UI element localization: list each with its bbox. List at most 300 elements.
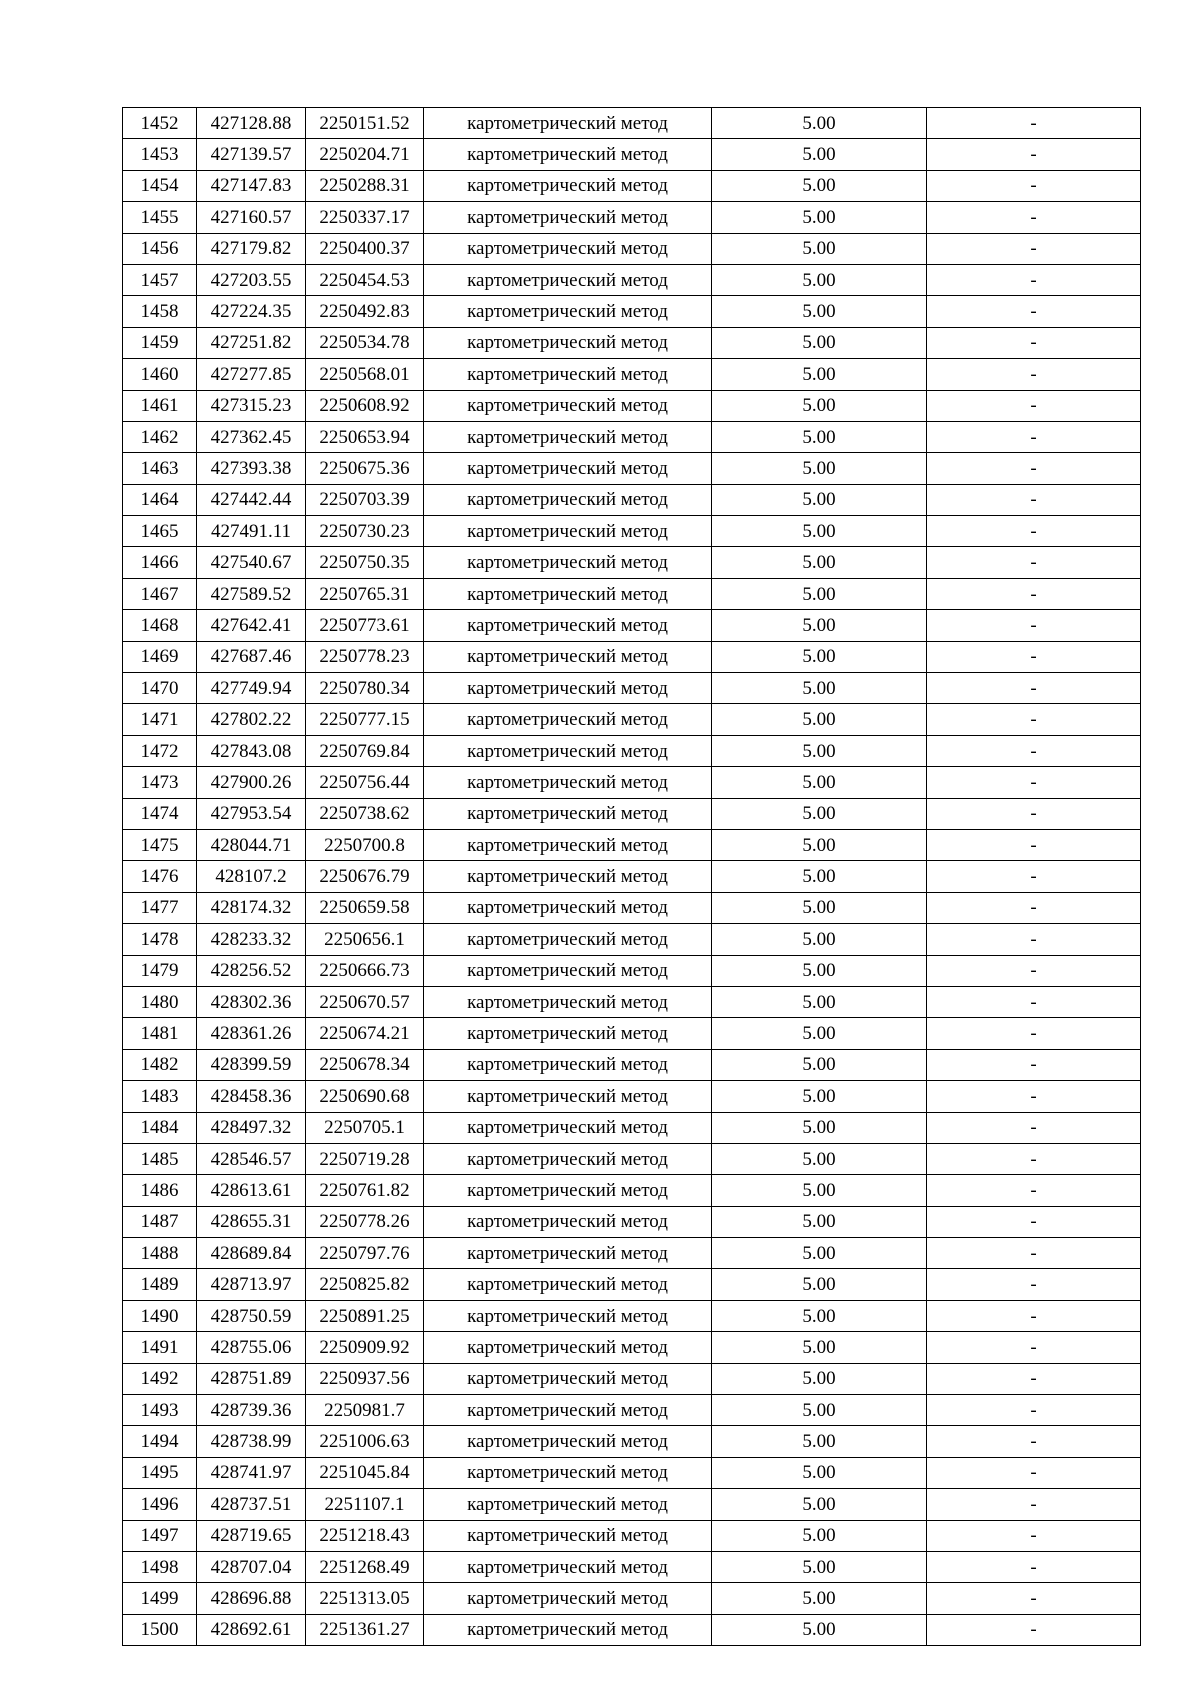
point-number-cell: 1489	[123, 1269, 197, 1300]
table-row	[123, 327, 1141, 358]
method-cell: картометрический метод	[424, 704, 712, 735]
note-cell: -	[927, 516, 1141, 547]
note-cell: -	[927, 264, 1141, 295]
method-cell: картометрический метод	[424, 610, 712, 641]
y-coordinate-cell: 2250492.83	[306, 296, 424, 327]
x-coordinate-cell: 427277.85	[197, 359, 306, 390]
point-number-cell: 1497	[123, 1520, 197, 1551]
note-cell: -	[927, 1300, 1141, 1331]
y-coordinate-cell: 2250777.15	[306, 704, 424, 735]
point-number-cell: 1475	[123, 829, 197, 860]
accuracy-cell: 5.00	[712, 861, 927, 892]
table-row	[123, 798, 1141, 829]
y-coordinate-cell: 2250719.28	[306, 1143, 424, 1174]
note-cell: -	[927, 704, 1141, 735]
method-cell: картометрический метод	[424, 170, 712, 201]
point-number-cell: 1464	[123, 484, 197, 515]
x-coordinate-cell: 428741.97	[197, 1457, 306, 1488]
method-cell: картометрический метод	[424, 108, 712, 139]
y-coordinate-cell: 2250765.31	[306, 578, 424, 609]
accuracy-cell: 5.00	[712, 829, 927, 860]
table-row	[123, 861, 1141, 892]
y-coordinate-cell: 2250909.92	[306, 1332, 424, 1363]
x-coordinate-cell: 427147.83	[197, 170, 306, 201]
x-coordinate-cell: 428458.36	[197, 1081, 306, 1112]
note-cell: -	[927, 484, 1141, 515]
note-cell: -	[927, 1049, 1141, 1080]
x-coordinate-cell: 427540.67	[197, 547, 306, 578]
table-row	[123, 1112, 1141, 1143]
method-cell: картометрический метод	[424, 1238, 712, 1269]
y-coordinate-cell: 2251268.49	[306, 1551, 424, 1582]
y-coordinate-cell: 2250778.26	[306, 1206, 424, 1237]
x-coordinate-cell: 427491.11	[197, 516, 306, 547]
y-coordinate-cell: 2250981.7	[306, 1395, 424, 1426]
note-cell: -	[927, 798, 1141, 829]
accuracy-cell: 5.00	[712, 547, 927, 578]
x-coordinate-cell: 428361.26	[197, 1018, 306, 1049]
y-coordinate-cell: 2250653.94	[306, 421, 424, 452]
x-coordinate-cell: 427362.45	[197, 421, 306, 452]
x-coordinate-cell: 428755.06	[197, 1332, 306, 1363]
table-row	[123, 202, 1141, 233]
table-row	[123, 233, 1141, 264]
method-cell: картометрический метод	[424, 1143, 712, 1174]
accuracy-cell: 5.00	[712, 421, 927, 452]
x-coordinate-cell: 427179.82	[197, 233, 306, 264]
table-row	[123, 264, 1141, 295]
table-row	[123, 1332, 1141, 1363]
method-cell: картометрический метод	[424, 1332, 712, 1363]
point-number-cell: 1499	[123, 1583, 197, 1614]
table-row	[123, 1489, 1141, 1520]
y-coordinate-cell: 2250337.17	[306, 202, 424, 233]
point-number-cell: 1465	[123, 516, 197, 547]
accuracy-cell: 5.00	[712, 1332, 927, 1363]
note-cell: -	[927, 1175, 1141, 1206]
table-row	[123, 108, 1141, 139]
y-coordinate-cell: 2250769.84	[306, 735, 424, 766]
x-coordinate-cell: 427687.46	[197, 641, 306, 672]
y-coordinate-cell: 2250730.23	[306, 516, 424, 547]
note-cell: -	[927, 861, 1141, 892]
point-number-cell: 1456	[123, 233, 197, 264]
method-cell: картометрический метод	[424, 955, 712, 986]
accuracy-cell: 5.00	[712, 986, 927, 1017]
y-coordinate-cell: 2251006.63	[306, 1426, 424, 1457]
table-row	[123, 1583, 1141, 1614]
point-number-cell: 1467	[123, 578, 197, 609]
coordinates-table	[122, 107, 1141, 1646]
x-coordinate-cell: 427251.82	[197, 327, 306, 358]
x-coordinate-cell: 428546.57	[197, 1143, 306, 1174]
table-row	[123, 1175, 1141, 1206]
method-cell: картометрический метод	[424, 861, 712, 892]
method-cell: картометрический метод	[424, 390, 712, 421]
y-coordinate-cell: 2250761.82	[306, 1175, 424, 1206]
x-coordinate-cell: 428399.59	[197, 1049, 306, 1080]
y-coordinate-cell: 2250700.8	[306, 829, 424, 860]
table-row	[123, 1395, 1141, 1426]
accuracy-cell: 5.00	[712, 704, 927, 735]
x-coordinate-cell: 428256.52	[197, 955, 306, 986]
point-number-cell: 1468	[123, 610, 197, 641]
note-cell: -	[927, 1489, 1141, 1520]
note-cell: -	[927, 641, 1141, 672]
y-coordinate-cell: 2250675.36	[306, 453, 424, 484]
method-cell: картометрический метод	[424, 359, 712, 390]
y-coordinate-cell: 2250738.62	[306, 798, 424, 829]
point-number-cell: 1469	[123, 641, 197, 672]
x-coordinate-cell: 427589.52	[197, 578, 306, 609]
method-cell: картометрический метод	[424, 1175, 712, 1206]
note-cell: -	[927, 1112, 1141, 1143]
y-coordinate-cell: 2250568.01	[306, 359, 424, 390]
accuracy-cell: 5.00	[712, 108, 927, 139]
note-cell: -	[927, 421, 1141, 452]
y-coordinate-cell: 2251045.84	[306, 1457, 424, 1488]
method-cell: картометрический метод	[424, 1614, 712, 1645]
table-row	[123, 767, 1141, 798]
y-coordinate-cell: 2250797.76	[306, 1238, 424, 1269]
y-coordinate-cell: 2250674.21	[306, 1018, 424, 1049]
table-row	[123, 390, 1141, 421]
note-cell: -	[927, 1426, 1141, 1457]
point-number-cell: 1498	[123, 1551, 197, 1582]
point-number-cell: 1493	[123, 1395, 197, 1426]
accuracy-cell: 5.00	[712, 359, 927, 390]
note-cell: -	[927, 1363, 1141, 1394]
method-cell: картометрический метод	[424, 1457, 712, 1488]
x-coordinate-cell: 428719.65	[197, 1520, 306, 1551]
method-cell: картометрический метод	[424, 641, 712, 672]
y-coordinate-cell: 2250778.23	[306, 641, 424, 672]
method-cell: картометрический метод	[424, 986, 712, 1017]
method-cell: картометрический метод	[424, 1520, 712, 1551]
point-number-cell: 1488	[123, 1238, 197, 1269]
accuracy-cell: 5.00	[712, 1395, 927, 1426]
accuracy-cell: 5.00	[712, 1520, 927, 1551]
y-coordinate-cell: 2250659.58	[306, 892, 424, 923]
y-coordinate-cell: 2250666.73	[306, 955, 424, 986]
note-cell: -	[927, 1238, 1141, 1269]
method-cell: картометрический метод	[424, 1081, 712, 1112]
note-cell: -	[927, 1520, 1141, 1551]
point-number-cell: 1487	[123, 1206, 197, 1237]
accuracy-cell: 5.00	[712, 1112, 927, 1143]
point-number-cell: 1462	[123, 421, 197, 452]
method-cell: картометрический метод	[424, 139, 712, 170]
table-row	[123, 1049, 1141, 1080]
point-number-cell: 1477	[123, 892, 197, 923]
point-number-cell: 1470	[123, 673, 197, 704]
x-coordinate-cell: 427953.54	[197, 798, 306, 829]
y-coordinate-cell: 2250534.78	[306, 327, 424, 358]
accuracy-cell: 5.00	[712, 767, 927, 798]
x-coordinate-cell: 428750.59	[197, 1300, 306, 1331]
point-number-cell: 1473	[123, 767, 197, 798]
x-coordinate-cell: 427315.23	[197, 390, 306, 421]
point-number-cell: 1485	[123, 1143, 197, 1174]
method-cell: картометрический метод	[424, 1551, 712, 1582]
note-cell: -	[927, 578, 1141, 609]
x-coordinate-cell: 428613.61	[197, 1175, 306, 1206]
point-number-cell: 1459	[123, 327, 197, 358]
point-number-cell: 1492	[123, 1363, 197, 1394]
table-row	[123, 1269, 1141, 1300]
x-coordinate-cell: 427442.44	[197, 484, 306, 515]
y-coordinate-cell: 2250151.52	[306, 108, 424, 139]
method-cell: картометрический метод	[424, 1300, 712, 1331]
point-number-cell: 1454	[123, 170, 197, 201]
x-coordinate-cell: 427160.57	[197, 202, 306, 233]
note-cell: -	[927, 296, 1141, 327]
point-number-cell: 1483	[123, 1081, 197, 1112]
method-cell: картометрический метод	[424, 421, 712, 452]
table-row	[123, 1363, 1141, 1394]
note-cell: -	[927, 327, 1141, 358]
point-number-cell: 1496	[123, 1489, 197, 1520]
table-row	[123, 892, 1141, 923]
accuracy-cell: 5.00	[712, 139, 927, 170]
note-cell: -	[927, 170, 1141, 201]
point-number-cell: 1466	[123, 547, 197, 578]
accuracy-cell: 5.00	[712, 892, 927, 923]
y-coordinate-cell: 2251218.43	[306, 1520, 424, 1551]
table-row	[123, 1426, 1141, 1457]
accuracy-cell: 5.00	[712, 955, 927, 986]
accuracy-cell: 5.00	[712, 735, 927, 766]
x-coordinate-cell: 428302.36	[197, 986, 306, 1017]
x-coordinate-cell: 428739.36	[197, 1395, 306, 1426]
y-coordinate-cell: 2250656.1	[306, 924, 424, 955]
accuracy-cell: 5.00	[712, 1363, 927, 1394]
method-cell: картометрический метод	[424, 296, 712, 327]
table-row	[123, 453, 1141, 484]
y-coordinate-cell: 2250670.57	[306, 986, 424, 1017]
point-number-cell: 1452	[123, 108, 197, 139]
method-cell: картометрический метод	[424, 1018, 712, 1049]
x-coordinate-cell: 428107.2	[197, 861, 306, 892]
method-cell: картометрический метод	[424, 1395, 712, 1426]
x-coordinate-cell: 427139.57	[197, 139, 306, 170]
method-cell: картометрический метод	[424, 1489, 712, 1520]
x-coordinate-cell: 428692.61	[197, 1614, 306, 1645]
note-cell: -	[927, 202, 1141, 233]
note-cell: -	[927, 1551, 1141, 1582]
accuracy-cell: 5.00	[712, 641, 927, 672]
y-coordinate-cell: 2250750.35	[306, 547, 424, 578]
point-number-cell: 1453	[123, 139, 197, 170]
method-cell: картометрический метод	[424, 829, 712, 860]
point-number-cell: 1491	[123, 1332, 197, 1363]
method-cell: картометрический метод	[424, 735, 712, 766]
x-coordinate-cell: 428707.04	[197, 1551, 306, 1582]
table-row	[123, 1457, 1141, 1488]
y-coordinate-cell: 2250690.68	[306, 1081, 424, 1112]
method-cell: картометрический метод	[424, 892, 712, 923]
accuracy-cell: 5.00	[712, 1018, 927, 1049]
y-coordinate-cell: 2250756.44	[306, 767, 424, 798]
table-row	[123, 1551, 1141, 1582]
note-cell: -	[927, 829, 1141, 860]
y-coordinate-cell: 2250608.92	[306, 390, 424, 421]
point-number-cell: 1495	[123, 1457, 197, 1488]
point-number-cell: 1457	[123, 264, 197, 295]
method-cell: картометрический метод	[424, 1112, 712, 1143]
table-row	[123, 1143, 1141, 1174]
accuracy-cell: 5.00	[712, 1583, 927, 1614]
accuracy-cell: 5.00	[712, 798, 927, 829]
note-cell: -	[927, 735, 1141, 766]
y-coordinate-cell: 2251313.05	[306, 1583, 424, 1614]
x-coordinate-cell: 427843.08	[197, 735, 306, 766]
accuracy-cell: 5.00	[712, 296, 927, 327]
note-cell: -	[927, 1081, 1141, 1112]
method-cell: картометрический метод	[424, 1426, 712, 1457]
note-cell: -	[927, 1269, 1141, 1300]
table-row	[123, 547, 1141, 578]
x-coordinate-cell: 428497.32	[197, 1112, 306, 1143]
method-cell: картометрический метод	[424, 264, 712, 295]
accuracy-cell: 5.00	[712, 1049, 927, 1080]
table-row	[123, 484, 1141, 515]
method-cell: картометрический метод	[424, 924, 712, 955]
method-cell: картометрический метод	[424, 1049, 712, 1080]
accuracy-cell: 5.00	[712, 924, 927, 955]
table-row	[123, 296, 1141, 327]
y-coordinate-cell: 2250678.34	[306, 1049, 424, 1080]
accuracy-cell: 5.00	[712, 327, 927, 358]
note-cell: -	[927, 767, 1141, 798]
accuracy-cell: 5.00	[712, 673, 927, 704]
note-cell: -	[927, 139, 1141, 170]
note-cell: -	[927, 673, 1141, 704]
accuracy-cell: 5.00	[712, 610, 927, 641]
table-row	[123, 1300, 1141, 1331]
accuracy-cell: 5.00	[712, 1489, 927, 1520]
table-row	[123, 924, 1141, 955]
y-coordinate-cell: 2250204.71	[306, 139, 424, 170]
y-coordinate-cell: 2250703.39	[306, 484, 424, 515]
note-cell: -	[927, 1143, 1141, 1174]
table-row	[123, 170, 1141, 201]
accuracy-cell: 5.00	[712, 1081, 927, 1112]
coordinates-table-body	[123, 108, 1141, 1646]
note-cell: -	[927, 233, 1141, 264]
method-cell: картометрический метод	[424, 1206, 712, 1237]
x-coordinate-cell: 428174.32	[197, 892, 306, 923]
point-number-cell: 1460	[123, 359, 197, 390]
accuracy-cell: 5.00	[712, 170, 927, 201]
table-row	[123, 610, 1141, 641]
y-coordinate-cell: 2250937.56	[306, 1363, 424, 1394]
x-coordinate-cell: 428737.51	[197, 1489, 306, 1520]
point-number-cell: 1476	[123, 861, 197, 892]
y-coordinate-cell: 2250825.82	[306, 1269, 424, 1300]
x-coordinate-cell: 428751.89	[197, 1363, 306, 1394]
point-number-cell: 1494	[123, 1426, 197, 1457]
table-row	[123, 1238, 1141, 1269]
method-cell: картометрический метод	[424, 202, 712, 233]
note-cell: -	[927, 955, 1141, 986]
note-cell: -	[927, 1395, 1141, 1426]
y-coordinate-cell: 2250676.79	[306, 861, 424, 892]
accuracy-cell: 5.00	[712, 484, 927, 515]
point-number-cell: 1478	[123, 924, 197, 955]
x-coordinate-cell: 427749.94	[197, 673, 306, 704]
accuracy-cell: 5.00	[712, 1614, 927, 1645]
accuracy-cell: 5.00	[712, 516, 927, 547]
point-number-cell: 1461	[123, 390, 197, 421]
x-coordinate-cell: 428044.71	[197, 829, 306, 860]
method-cell: картометрический метод	[424, 516, 712, 547]
method-cell: картометрический метод	[424, 767, 712, 798]
x-coordinate-cell: 427203.55	[197, 264, 306, 295]
method-cell: картометрический метод	[424, 1583, 712, 1614]
x-coordinate-cell: 428655.31	[197, 1206, 306, 1237]
point-number-cell: 1471	[123, 704, 197, 735]
note-cell: -	[927, 547, 1141, 578]
accuracy-cell: 5.00	[712, 1206, 927, 1237]
y-coordinate-cell: 2250454.53	[306, 264, 424, 295]
table-row	[123, 735, 1141, 766]
point-number-cell: 1490	[123, 1300, 197, 1331]
accuracy-cell: 5.00	[712, 1269, 927, 1300]
x-coordinate-cell: 427900.26	[197, 767, 306, 798]
x-coordinate-cell: 428713.97	[197, 1269, 306, 1300]
note-cell: -	[927, 1457, 1141, 1488]
method-cell: картометрический метод	[424, 1269, 712, 1300]
note-cell: -	[927, 390, 1141, 421]
note-cell: -	[927, 1614, 1141, 1645]
table-row	[123, 1614, 1141, 1645]
method-cell: картометрический метод	[424, 1363, 712, 1394]
point-number-cell: 1484	[123, 1112, 197, 1143]
accuracy-cell: 5.00	[712, 578, 927, 609]
point-number-cell: 1482	[123, 1049, 197, 1080]
table-row	[123, 1018, 1141, 1049]
point-number-cell: 1479	[123, 955, 197, 986]
y-coordinate-cell: 2250891.25	[306, 1300, 424, 1331]
table-row	[123, 1206, 1141, 1237]
point-number-cell: 1458	[123, 296, 197, 327]
table-row	[123, 829, 1141, 860]
method-cell: картометрический метод	[424, 233, 712, 264]
accuracy-cell: 5.00	[712, 264, 927, 295]
accuracy-cell: 5.00	[712, 1143, 927, 1174]
x-coordinate-cell: 427128.88	[197, 108, 306, 139]
note-cell: -	[927, 610, 1141, 641]
x-coordinate-cell: 427224.35	[197, 296, 306, 327]
method-cell: картометрический метод	[424, 453, 712, 484]
y-coordinate-cell: 2250773.61	[306, 610, 424, 641]
y-coordinate-cell: 2250288.31	[306, 170, 424, 201]
table-row	[123, 139, 1141, 170]
accuracy-cell: 5.00	[712, 1175, 927, 1206]
point-number-cell: 1472	[123, 735, 197, 766]
note-cell: -	[927, 108, 1141, 139]
method-cell: картометрический метод	[424, 578, 712, 609]
table-row	[123, 986, 1141, 1017]
point-number-cell: 1455	[123, 202, 197, 233]
accuracy-cell: 5.00	[712, 390, 927, 421]
point-number-cell: 1463	[123, 453, 197, 484]
method-cell: картометрический метод	[424, 327, 712, 358]
method-cell: картометрический метод	[424, 547, 712, 578]
method-cell: картометрический метод	[424, 673, 712, 704]
point-number-cell: 1486	[123, 1175, 197, 1206]
